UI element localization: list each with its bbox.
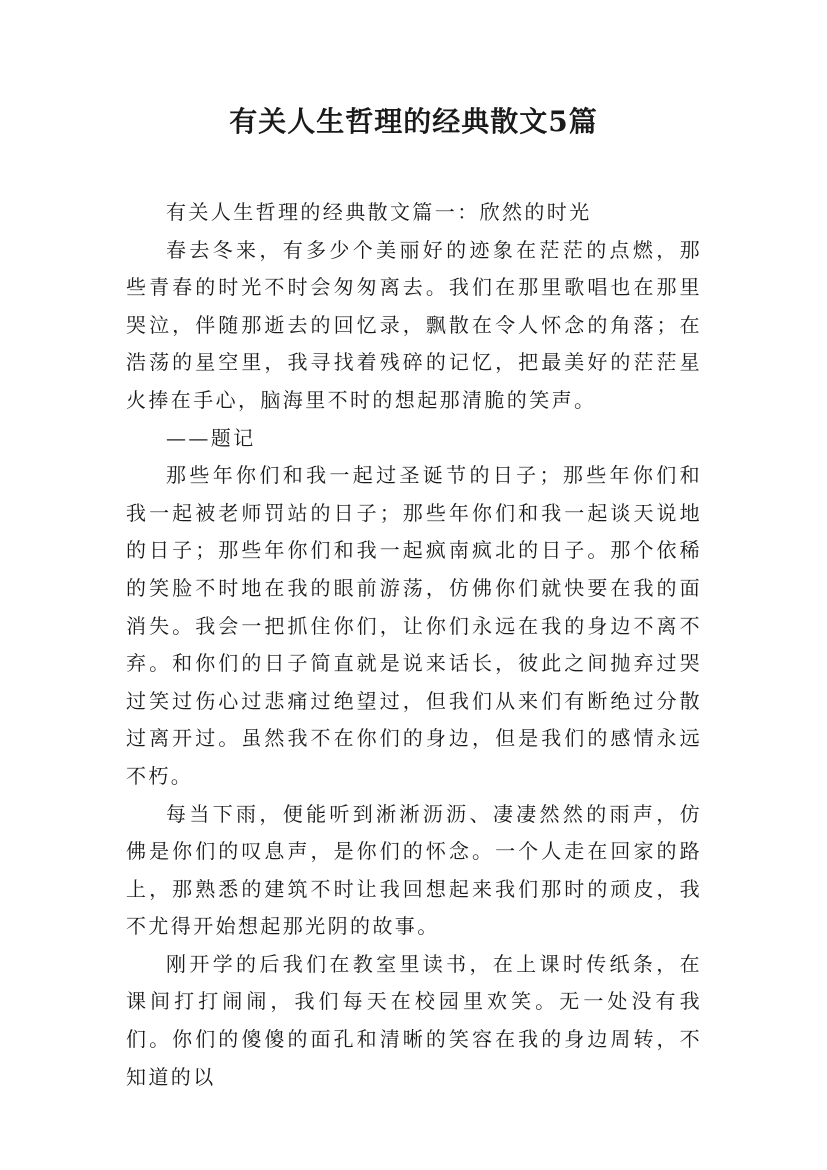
section-heading: 有关人生哲理的经典散文篇一：欣然的时光 <box>166 200 592 224</box>
body-paragraph: 刚开学的后我们在教室里读书，在上课时传纸条，在课间打打闹闹，我们每天在校园里欢笑。无一处没有我们。你们的傻傻的面孔和清晰的笑容在我的身边周转，不知道的以 <box>126 951 702 1089</box>
document-body <box>126 194 702 1096</box>
epigraph-attribution: ——题记 <box>166 425 256 450</box>
document-title: 有关人生哲理的经典散文5篇 <box>229 105 598 138</box>
body-paragraph: 那些年你们和我一起过圣诞节的日子；那些年你们和我一起被老师罚站的日子；那些年你们和我一起谈天说地的日子；那些年你们和我一起疯南疯北的日子。那个依稀的笑脸不时地在我的眼前游荡，仿佛你们就快要在我的面消失。我会一把抓住你们，让你们永远在我的身边不离不弃。和你们的日子简直就是说来话长，彼此之间抛弃过哭过笑过伤心过悲痛过绝望过，但我们从来们有断绝过分散过离开过。虽然我不在你们的身边，但是我们的感情永远不朽。 <box>126 463 702 788</box>
body-paragraph: 春去冬来，有多少个美丽好的迹象在茫茫的点燃，那些青春的时光不时会匆匆离去。我们在那里歌唱也在那里哭泣，伴随那逝去的回忆录，飘散在令人怀念的角落；在浩荡的星空里，我寻找着残碎的记忆，把最美好的茫茫星火捧在手心，脑海里不时的想起那清脆的笑声。 <box>126 237 702 412</box>
body-paragraph: 每当下雨，便能听到淅淅沥沥、凄凄然然的雨声，仿佛是你们的叹息声，是你们的怀念。一个人走在回家的路上，那熟悉的建筑不时让我回想起来我们那时的顽皮，我不尤得开始想起那光阴的故事。 <box>126 801 702 939</box>
